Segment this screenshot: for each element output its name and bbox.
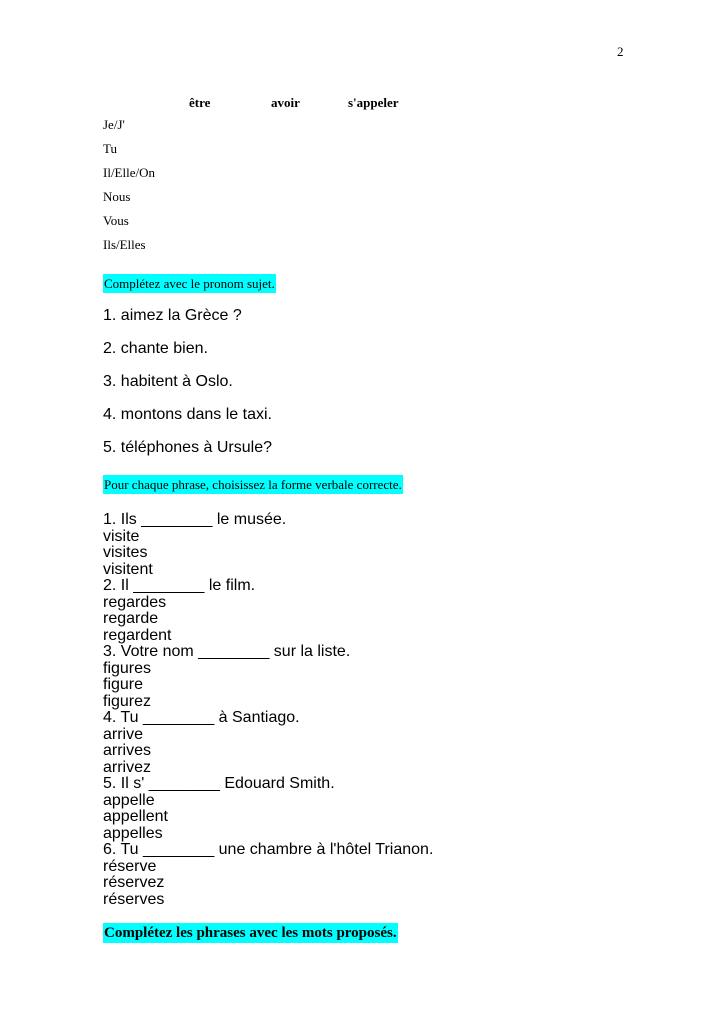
pronoun-vous: Vous bbox=[103, 213, 129, 228]
answer-option: arrivez bbox=[103, 758, 152, 776]
answer-option: regarde bbox=[103, 610, 159, 627]
pronoun-il-elle-on: Il/Elle/On bbox=[103, 165, 155, 180]
question-prompt: 4. Tu ________ à Santiago. bbox=[103, 709, 300, 726]
pronoun-nous: Nous bbox=[103, 189, 131, 204]
question-prompt: 3. Votre nom ________ sur la liste. bbox=[103, 643, 351, 660]
answer-option: visite bbox=[103, 527, 140, 545]
answer-option: appellent bbox=[103, 808, 168, 825]
exercise2-questions bbox=[103, 512, 433, 908]
answer-option: visitent bbox=[103, 560, 153, 578]
answer-option: arrives bbox=[103, 742, 152, 759]
exercise1-instruction: Complétez avec le pronom sujet. bbox=[104, 276, 275, 291]
answer-option: appelles bbox=[103, 824, 163, 842]
answer-option: réservez bbox=[103, 874, 165, 891]
answer-option: réserve bbox=[103, 857, 157, 875]
exercise1-item: 5. téléphones à Ursule? bbox=[103, 439, 272, 456]
exercise2-instruction: Pour chaque phrase, choisissez la forme verbale correcte. bbox=[104, 477, 402, 492]
answer-option: figure bbox=[103, 676, 144, 693]
answer-option: réserves bbox=[103, 890, 165, 908]
question-prompt: 1. Ils ________ le musée. bbox=[103, 511, 287, 528]
answer-option: regardes bbox=[103, 593, 167, 611]
pronoun-ils-elles: Ils/Elles bbox=[103, 237, 146, 252]
page-number: 2 bbox=[617, 44, 624, 59]
question-prompt: 5. Il s' ________ Edouard Smith. bbox=[103, 775, 335, 792]
pronoun-tu: Tu bbox=[103, 141, 117, 156]
verb-sappeler: s'appeler bbox=[348, 95, 399, 110]
verb-etre: être bbox=[189, 95, 211, 110]
answer-option: visites bbox=[103, 544, 148, 561]
exercise3-instruction: Complétez les phrases avec les mots proposés. bbox=[104, 925, 397, 941]
question-prompt: 6. Tu ________ une chambre à l'hôtel Trianon. bbox=[103, 841, 434, 858]
exercise1-item: 2. chante bien. bbox=[103, 340, 208, 357]
verb-avoir: avoir bbox=[271, 95, 300, 110]
conjugation-verb-header bbox=[0, 95, 728, 111]
answer-option: regardent bbox=[103, 626, 172, 644]
pronoun-je: Je/J' bbox=[103, 117, 125, 132]
exercise1-item: 1. aimez la Grèce ? bbox=[103, 307, 242, 324]
answer-option: figures bbox=[103, 659, 152, 677]
answer-option: appelle bbox=[103, 791, 155, 809]
exercise1-item: 3. habitent à Oslo. bbox=[103, 373, 233, 390]
answer-option: arrive bbox=[103, 725, 144, 743]
answer-option: figurez bbox=[103, 692, 152, 710]
question-prompt: 2. Il ________ le film. bbox=[103, 577, 256, 594]
exercise1-item: 4. montons dans le taxi. bbox=[103, 406, 272, 423]
